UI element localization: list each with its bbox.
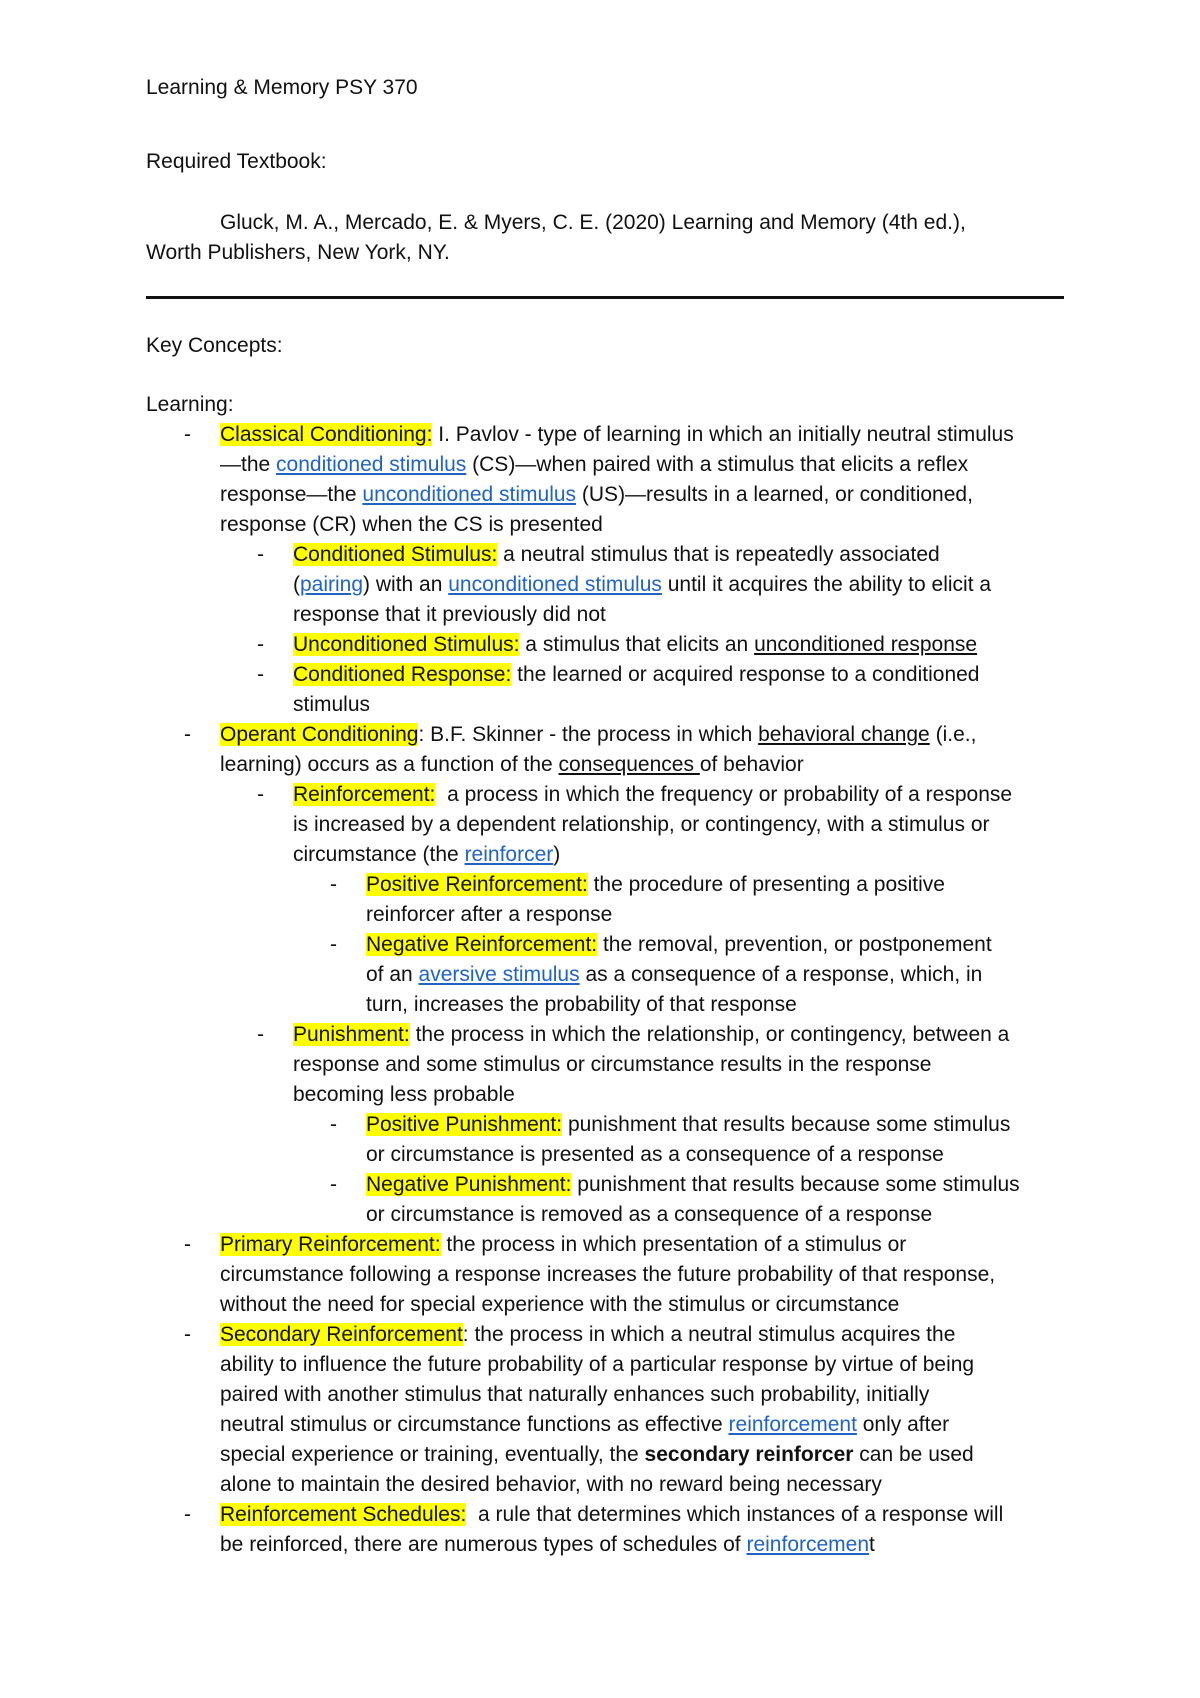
negpun-term: Negative Punishment: <box>366 1173 572 1196</box>
negreinf-text: the removal, prevention, or postponement <box>597 933 992 956</box>
bullet-dash: - <box>330 1173 337 1196</box>
secondary-reinforcer-bold: secondary reinforcer <box>644 1443 854 1466</box>
reinf-text: circumstance (the <box>293 843 465 866</box>
bullet-dash: - <box>257 663 264 686</box>
pun-text: the process in which the relationship, or contingency, between a <box>409 1023 1010 1046</box>
cc-text: (US)—results in a learned, or conditioned, <box>576 483 973 506</box>
pun-term: Punishment: <box>293 1023 410 1046</box>
posreinf-line-1 <box>366 871 945 899</box>
cc-term: Classical Conditioning: <box>220 423 433 446</box>
schedules-term: Reinforcement Schedules: <box>220 1503 467 1526</box>
cs-text: ) with an <box>363 573 449 596</box>
pospun-text: punishment that results because some stimulus <box>562 1113 1011 1136</box>
negreinf-line-3: turn, increases the probability of that response <box>366 993 797 1016</box>
cr-line-1 <box>293 661 979 689</box>
reinf-text: ) <box>553 843 561 866</box>
secondary-text: special experience or training, eventually, the <box>220 1443 645 1466</box>
cc-line-2 <box>220 451 968 479</box>
negreinf-line-2 <box>366 961 982 989</box>
secondary-text: neutral stimulus or circumstance functions as effective <box>220 1413 729 1436</box>
negreinf-term: Negative Reinforcement: <box>366 933 598 956</box>
cs-text: a neutral stimulus that is repeatedly associated <box>497 543 940 566</box>
bullet-dash: - <box>257 543 264 566</box>
secondary-line-5 <box>220 1441 974 1469</box>
citation-line-2: Worth Publishers, New York, NY. <box>146 241 450 264</box>
unconditioned-stimulus-link[interactable]: unconditioned stimulus <box>448 573 662 596</box>
bullet-dash: - <box>184 723 191 746</box>
bullet-dash: - <box>184 423 191 446</box>
citation-line-1: Gluck, M. A., Mercado, E. & Myers, C. E. (2020) Learning and Memory (4th ed.), <box>220 211 966 234</box>
posreinf-term: Positive Reinforcement: <box>366 873 588 896</box>
secondary-line-2: ability to influence the future probability of a particular response by virtue of being <box>220 1353 975 1376</box>
secondary-text: : the process in which a neutral stimulus acquires the <box>462 1323 956 1346</box>
bullet-dash: - <box>330 1113 337 1136</box>
course-title: Learning & Memory PSY 370 <box>146 76 418 99</box>
cs-line-3: response that it previously did not <box>293 603 606 626</box>
secondary-line-1 <box>220 1321 955 1349</box>
pun-line-3: becoming less probable <box>293 1083 515 1106</box>
negpun-line-1 <box>366 1171 1020 1199</box>
horizontal-divider <box>146 296 1064 299</box>
us-term: Unconditioned Stimulus: <box>293 633 520 656</box>
cs-text: ( <box>293 573 300 596</box>
cc-text: —the <box>220 453 277 476</box>
secondary-line-6: alone to maintain the desired behavior, with no reward being necessary <box>220 1473 882 1496</box>
schedules-text: a rule that determines which instances of a response will <box>466 1503 1004 1526</box>
oc-text: (i.e., <box>929 723 977 746</box>
reinforcement-link[interactable]: reinforcemen <box>746 1533 870 1556</box>
primary-line-1 <box>220 1231 906 1259</box>
secondary-term: Secondary Reinforcement <box>220 1323 463 1346</box>
cc-text: response—the <box>220 483 363 506</box>
bullet-dash: - <box>184 1233 191 1256</box>
primary-text: the process in which presentation of a stimulus or <box>440 1233 907 1256</box>
pairing-link[interactable]: pairing <box>300 573 364 596</box>
pospun-line-2: or circumstance is presented as a consequence of a response <box>366 1143 944 1166</box>
primary-line-3: without the need for special experience with the stimulus or circumstance <box>220 1293 900 1316</box>
secondary-text: can be used <box>853 1443 974 1466</box>
schedules-line-1 <box>220 1501 1003 1529</box>
cs-text: until it acquires the ability to elicit a <box>661 573 992 596</box>
reinf-line-1 <box>293 781 1012 809</box>
reinforcer-link[interactable]: reinforcer <box>464 843 554 866</box>
cs-line-1 <box>293 541 940 569</box>
cc-line-4: response (CR) when the CS is presented <box>220 513 603 536</box>
behavioral-change-underline: behavioral change <box>758 723 930 746</box>
reinforcement-link[interactable]: reinforcement <box>728 1413 857 1436</box>
cr-term: Conditioned Response: <box>293 663 512 686</box>
negreinf-text: as a consequence of a response, which, in <box>579 963 983 986</box>
oc-text: : B.F. Skinner - the process in which <box>418 723 759 746</box>
textbook-label: Required Textbook: <box>146 150 327 173</box>
bullet-dash: - <box>330 933 337 956</box>
schedules-line-2 <box>220 1531 875 1559</box>
negreinf-text: of an <box>366 963 419 986</box>
negpun-line-2: or circumstance is removed as a consequence of a response <box>366 1203 933 1226</box>
pun-line-2: response and some stimulus or circumstance results in the response <box>293 1053 932 1076</box>
secondary-line-3: paired with another stimulus that naturally enhances such probability, initially <box>220 1383 930 1406</box>
reinf-line-2: is increased by a dependent relationship, or contingency, with a stimulus or <box>293 813 990 836</box>
oc-text: of behavior <box>699 753 804 776</box>
bullet-dash: - <box>257 633 264 656</box>
cr-line-2: stimulus <box>293 693 371 716</box>
cc-line-1 <box>220 421 1014 449</box>
cc-line-3 <box>220 481 973 509</box>
cc-text: (CS)—when paired with a stimulus that elicits a reflex <box>466 453 969 476</box>
posreinf-text: the procedure of presenting a positive <box>587 873 945 896</box>
reinf-text: a process in which the frequency or probability of a response <box>435 783 1013 806</box>
unconditioned-stimulus-link[interactable]: unconditioned stimulus <box>362 483 577 506</box>
us-line-1 <box>293 631 977 659</box>
consequences-underline: consequences <box>558 753 700 776</box>
bullet-dash: - <box>257 783 264 806</box>
bullet-dash: - <box>330 873 337 896</box>
schedules-text: be reinforced, there are numerous types of schedules of <box>220 1533 747 1556</box>
oc-text: learning) occurs as a function of the <box>220 753 559 776</box>
pun-line-1 <box>293 1021 1009 1049</box>
bullet-dash: - <box>184 1503 191 1526</box>
conditioned-stimulus-link[interactable]: conditioned stimulus <box>276 453 467 476</box>
learning-label: Learning: <box>146 393 234 416</box>
cc-text: I. Pavlov - type of learning in which an initially neutral stimulus <box>432 423 1014 446</box>
secondary-text: only after <box>856 1413 950 1436</box>
secondary-line-4 <box>220 1411 949 1439</box>
cs-term: Conditioned Stimulus: <box>293 543 498 566</box>
us-text: a stimulus that elicits an <box>519 633 755 656</box>
primary-term: Primary Reinforcement: <box>220 1233 441 1256</box>
negpun-text: punishment that results because some stimulus <box>571 1173 1020 1196</box>
oc-line-1 <box>220 721 976 749</box>
posreinf-line-2: reinforcer after a response <box>366 903 613 926</box>
pospun-line-1 <box>366 1111 1010 1139</box>
reinf-term: Reinforcement: <box>293 783 436 806</box>
cr-text: the learned or acquired response to a conditioned <box>511 663 980 686</box>
oc-term: Operant Conditioning <box>220 723 419 746</box>
key-concepts-label: Key Concepts: <box>146 334 283 357</box>
pospun-term: Positive Punishment: <box>366 1113 563 1136</box>
primary-line-2: circumstance following a response increases the future probability of that response, <box>220 1263 996 1286</box>
negreinf-line-1 <box>366 931 992 959</box>
bullet-dash: - <box>184 1323 191 1346</box>
reinf-line-3 <box>293 841 560 869</box>
bullet-dash: - <box>257 1023 264 1046</box>
aversive-stimulus-link[interactable]: aversive stimulus <box>418 963 580 986</box>
schedules-text: t <box>869 1533 875 1556</box>
oc-line-2 <box>220 751 804 779</box>
unconditioned-response-underline: unconditioned response <box>754 633 978 656</box>
cs-line-2 <box>293 571 991 599</box>
